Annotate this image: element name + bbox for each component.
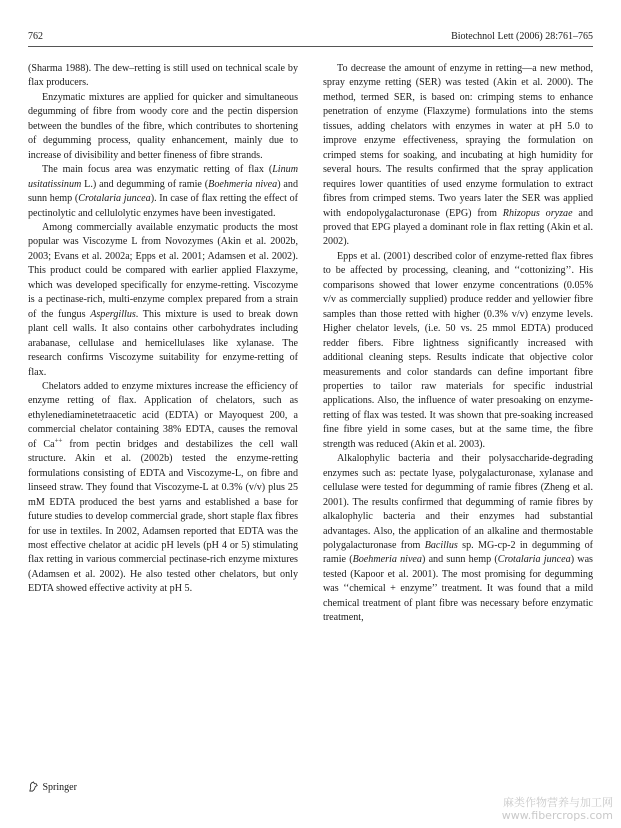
text-run: L.) and degumming of ramie ( xyxy=(81,178,209,190)
text-run: Alkalophylic bacteria and their polysaccharide-degrading enzymes such as: pectate lyase, polygalacturonase, xylanase and cellulase were tested for degumming of ramie fibres (Zheng et al. 2001). The results confirmed that degumming of ramie fibres by alkalophylic bacteria and their enzymes had substantial advantages. Also, the application of an alkaline and thermostable polygalacturonase from xyxy=(323,453,593,551)
text-run: Enzymatic mixtures are applied for quicker and simultaneous degumming of fibre from woody core and the pectin dispersion between the bundles of the fibre, which contributes to shortening of degumming process, quality enhancement, mainly due to increase of divisibility and better fineness of fibre strands. xyxy=(28,91,298,161)
text-run: sp. MG-cp-2 in degumming of ramie ( xyxy=(323,539,593,566)
text-run: from pectin bridges and destabilizes the cell wall structure. Akin et al. (2002b) tested the enzyme-retting formulations consisting of EDTA and Viscozyme-L, on fibre and linseed straw. They found that Viscozyme-L at 0.3% (v/v) plus 25 mM EDTA produced the best yarns and established a base for future studies to develop commercial grade, short staple flax fibres for use in textiles. In 2002, Adamsen reported that EDTA was the most effective chelator at acidic pH levels (pH 4 or 5) stimulating flax retting in various commercial pectinase-rich enzyme mixtures (Adamsen et al. 2002). He also tested other chelators, but only EDTA showed effective activity at pH 5. xyxy=(28,438,298,595)
text-run: ) was tested (Kapoor et al. 2001). The most promising for degumming was ‘‘chemical + enzyme’’ treatment. It was found that a mild chemical treatment of plant fibre was necessary before enzymatic treatment, xyxy=(323,554,593,624)
text-run: Among commercially available enzymatic products the most popular was Viscozyme L from Novozymes (Akin et al. 2002b, 2003; Evans et al. 2002a; Epps et al. 2001; Adamsen et al. 2002). This product could be compared with earlier applied Flaxzyme, which was developed specifically for enzyme-retting. Viscozyme is a pectinase-rich, multi-enzyme complex prepared from a strain of the fungus xyxy=(28,221,298,320)
page-header xyxy=(28,30,593,47)
text-run: (Sharma 1988). The dew–retting is still used on technical scale by flax producers. xyxy=(28,63,298,89)
text-run: The main focus area was enzymatic retting of flax ( xyxy=(42,164,273,176)
superscript-text: ++ xyxy=(54,436,63,445)
text-run: Chelators added to enzyme mixtures increase the efficiency of enzyme retting of flax. Application of chelators, such as ethylenediaminetetraacetic acid (EDTA) or Mayoquest 200, a commercial chelator containing 38% EDTA, causes the removal of Ca xyxy=(28,380,298,450)
italic-text: Boehmeria nivea xyxy=(208,178,278,190)
watermark-url: www.fibercrops.com xyxy=(501,809,613,822)
italic-text: Bacillus xyxy=(424,539,458,551)
publisher-logo-text: Springer xyxy=(42,782,77,793)
text-run: . This mixture is used to break down plant cell walls. It also contains other carbohydrates including arabanase, cellulase and hemicellulases like xylanase. The research confirms Viscozyme suitability for enzyme-retting of flax. xyxy=(28,308,298,378)
springer-horse-icon xyxy=(28,781,39,792)
site-watermark xyxy=(502,796,613,822)
italic-text: Aspergillus xyxy=(90,308,136,320)
italic-text: Crotalaria juncea xyxy=(78,193,151,205)
journal-reference: Biotechnol Lett (2006) 28:761–765 xyxy=(451,31,593,42)
paragraph xyxy=(28,91,298,163)
text-run: ) and sunn hemp ( xyxy=(28,178,298,205)
watermark-title: 麻类作物营养与加工网 xyxy=(503,796,613,809)
paragraph xyxy=(323,452,593,625)
paragraph xyxy=(323,250,593,452)
italic-text: Boehmeria nivea xyxy=(352,554,422,566)
text-run: ). In case of flax retting the effect of pectinolytic and cellulolytic enzymes have been investigated. xyxy=(28,193,299,219)
text-run: and proved that EPG played a dominant role in flax retting (Akin et al. 2002). xyxy=(323,207,593,248)
text-run: Epps et al. (2001) described color of enzyme-retted flax fibres to be affected by processing, cleaning, and ‘‘cottonizing’’. His comparisons showed that lower enzyme concentrations (0.05% v/v as commercially supplied) produce redder and yellowier fibre samples than those retted with higher (0.3% v/v) enzyme levels. Higher chelator levels, (i.e. 50 vs. 25 mmol EDTA) produced redder fibers. Fibre lightness significantly increased with additional cleaning steps. Results indicate that objective color measurements and color standards can define important fibre properties to tailor raw materials for specific industrial applications. Also, the influence of water presoaking on enzyme-retting of flax was tested. It was shown that pre-soaking increased fine fibre yield in some cases, but at the same time, the fibre strength was reduced (Akin et al. 2003). xyxy=(323,250,593,450)
paragraph xyxy=(28,380,298,597)
italic-text: Linum usitatissinum xyxy=(28,164,298,190)
paragraph xyxy=(28,163,298,221)
page-footer xyxy=(28,781,77,795)
left-text-column xyxy=(28,62,298,597)
italic-text: Crotalaria juncea xyxy=(497,554,571,566)
paragraph xyxy=(28,62,298,91)
italic-text: Rhizopus oryzae xyxy=(502,207,573,219)
text-run: To decrease the amount of enzyme in retting—a new method, spray enzyme retting (SER) was tested (Akin et al. 2000). The method, termed SER, is based on: crimping stems to enhance penetration of enzyme (Flaxzyme) formulations into the stems tissues, adding chelators with enzymes in water at pH 5.0 to improve enzyme effectiveness, spraying the formulation on crimped stems for soaking, and incubating at high humidity for several hours. The results confirmed that the spray application requires lower quantities of used enzyme formulation to extract fibres from crimped stems. Two years later the SER was applied with endopolygalacturonase (EPG) from xyxy=(323,63,593,219)
right-text-column xyxy=(323,62,593,626)
page-number: 762 xyxy=(28,31,43,42)
paragraph xyxy=(28,221,298,380)
text-run: ) and sunn hemp ( xyxy=(421,554,498,566)
paragraph xyxy=(323,62,593,250)
